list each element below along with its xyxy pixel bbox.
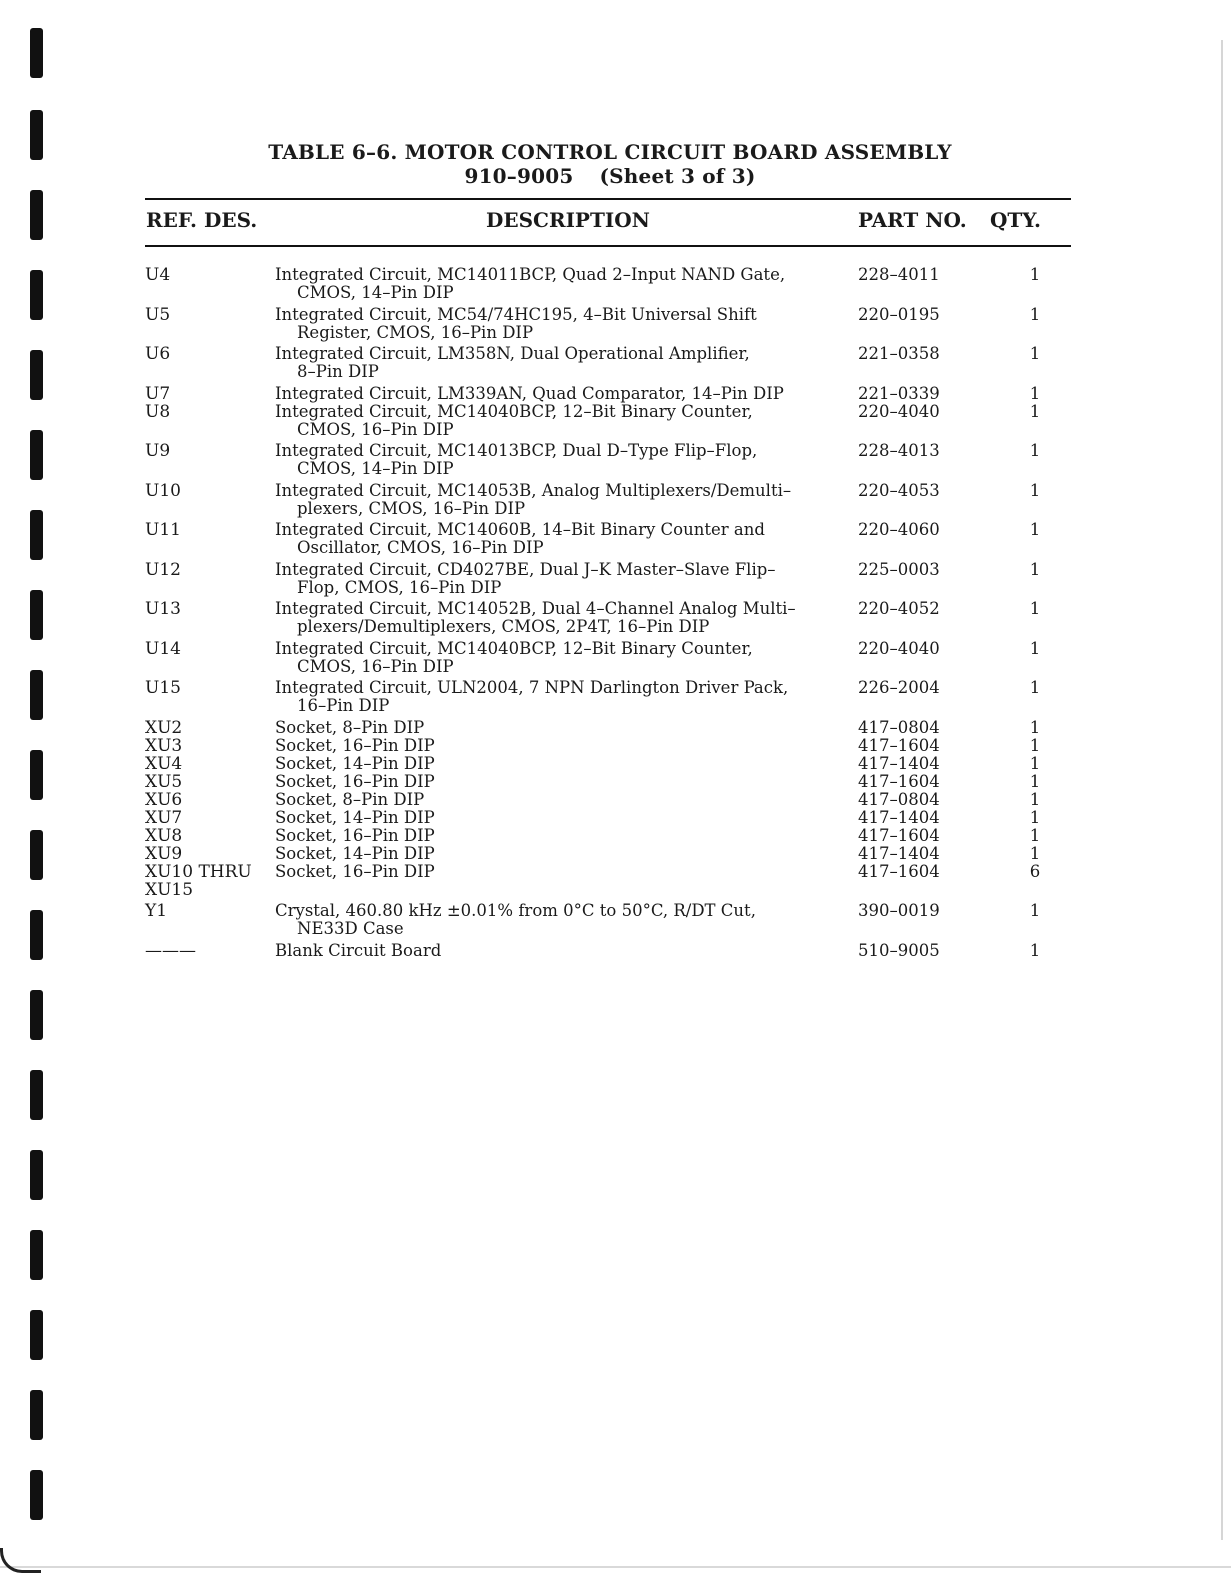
header-description: DESCRIPTION <box>486 208 650 232</box>
description-continuation: CMOS, 16–Pin DIP <box>297 656 454 676</box>
page-edge-bottom <box>0 1566 1231 1568</box>
page-corner <box>0 1548 41 1573</box>
ref-designator: U8 <box>145 401 171 422</box>
quantity: 1 <box>1029 789 1041 809</box>
description <box>275 403 855 439</box>
description-continuation: Flop, CMOS, 16–Pin DIP <box>297 577 502 597</box>
description <box>275 737 855 755</box>
quantity: 1 <box>1029 825 1041 845</box>
part-number: 417–1404 <box>858 753 940 773</box>
page-edge-right <box>1221 40 1223 1540</box>
ref-designator: U15 <box>145 678 181 698</box>
quantity: 1 <box>1029 843 1041 863</box>
quantity: 1 <box>1029 678 1041 697</box>
description-continuation: plexers/Demultiplexers, CMOS, 2P4T, 16–Pin DIP <box>297 617 710 636</box>
ref-designator: XU8 <box>145 825 183 846</box>
description-line: Integrated Circuit, MC54/74HC195, 4–Bit Universal Shift <box>275 304 757 324</box>
ref-designator: Y1 <box>145 901 168 921</box>
ref-designator: U13 <box>145 599 181 619</box>
description-line: Integrated Circuit, LM358N, Dual Operational Amplifier, <box>275 344 750 363</box>
description <box>275 345 855 381</box>
ref-designator: U12 <box>145 559 181 580</box>
description <box>275 521 855 557</box>
table-row <box>145 719 1075 737</box>
punch-hole <box>30 510 43 560</box>
description <box>275 679 855 715</box>
table-subtitle <box>145 164 1075 188</box>
header-ref: REF. DES. <box>146 208 258 232</box>
quantity: 1 <box>1029 520 1041 539</box>
part-number: 417–1404 <box>858 807 940 827</box>
ref-designator: U5 <box>145 304 171 325</box>
ref-designator: U10 <box>145 480 181 501</box>
table-row <box>145 521 1075 557</box>
punch-hole <box>30 110 43 160</box>
quantity: 1 <box>1029 771 1041 791</box>
description-continuation: Register, CMOS, 16–Pin DIP <box>297 322 534 342</box>
quantity: 1 <box>1029 480 1041 500</box>
part-number: 417–0804 <box>858 717 940 737</box>
ref-designator: U6 <box>145 344 171 364</box>
punch-hole <box>30 28 43 78</box>
punch-hole <box>30 670 43 720</box>
assembly-part-number: 910–9005 <box>464 164 574 188</box>
table-row <box>145 863 1075 899</box>
quantity: 6 <box>1029 861 1041 881</box>
description <box>275 719 855 737</box>
description <box>275 942 855 960</box>
part-number: 417–0804 <box>858 789 940 809</box>
part-number: 220–4040 <box>858 638 940 658</box>
quantity: 1 <box>1029 441 1041 460</box>
part-number: 220–4053 <box>858 480 940 500</box>
punch-hole <box>30 910 43 960</box>
description <box>275 600 855 636</box>
description <box>275 385 855 403</box>
description <box>275 773 855 791</box>
header-part-no: PART NO. <box>858 208 967 232</box>
table-row <box>145 773 1075 791</box>
part-number: 220–0195 <box>858 304 940 324</box>
quantity: 1 <box>1029 807 1041 827</box>
punch-hole <box>30 430 43 480</box>
table-row <box>145 845 1075 863</box>
table-row <box>145 600 1075 636</box>
description-line: Integrated Circuit, MC14013BCP, Dual D–Type Flip–Flop, <box>275 441 758 460</box>
table-row <box>145 827 1075 845</box>
header-qty: QTY. <box>990 208 1041 232</box>
ref-designator: ——— <box>145 940 196 961</box>
ref-designator: U4 <box>145 265 171 285</box>
punch-hole <box>30 1390 43 1440</box>
quantity: 1 <box>1029 599 1041 618</box>
ref-designator: XU6 <box>145 789 183 810</box>
description <box>275 640 855 676</box>
description-line: Socket, 16–Pin DIP <box>275 771 435 791</box>
description <box>275 482 855 518</box>
description-line: Socket, 14–Pin DIP <box>275 843 435 863</box>
table-row <box>145 737 1075 755</box>
quantity: 1 <box>1029 940 1041 960</box>
ref-designator: XU3 <box>145 735 183 756</box>
description-line: Integrated Circuit, MC14052B, Dual 4–Channel Analog Multi– <box>275 599 796 618</box>
table-row <box>145 385 1075 403</box>
description-line: Integrated Circuit, ULN2004, 7 NPN Darlington Driver Pack, <box>275 678 789 697</box>
description <box>275 809 855 827</box>
table-row <box>145 791 1075 809</box>
punch-hole <box>30 1310 43 1360</box>
description-continuation: CMOS, 14–Pin DIP <box>297 283 454 302</box>
description-continuation: NE33D Case <box>297 919 404 938</box>
quantity: 1 <box>1029 401 1041 421</box>
part-number: 417–1604 <box>858 771 940 791</box>
table-row <box>145 902 1075 938</box>
description-line: Crystal, 460.80 kHz ±0.01% from 0°C to 50°C, R/DT Cut, <box>275 901 756 920</box>
description-line: Blank Circuit Board <box>275 940 442 960</box>
table-row <box>145 942 1075 960</box>
table-row <box>145 755 1075 773</box>
quantity: 1 <box>1029 559 1041 579</box>
table-row <box>145 403 1075 439</box>
description <box>275 306 855 342</box>
quantity: 1 <box>1029 304 1041 324</box>
punch-hole <box>30 1470 43 1520</box>
ref-designator: XU4 <box>145 753 183 774</box>
ref-designator: XU10 THRU XU15 <box>145 861 252 900</box>
table-row <box>145 679 1075 715</box>
quantity: 1 <box>1029 753 1041 773</box>
description-line: Socket, 16–Pin DIP <box>275 735 435 755</box>
table-row <box>145 442 1075 478</box>
sheet-indicator: (Sheet 3 of 3) <box>599 164 756 188</box>
table-row <box>145 266 1075 302</box>
part-number: 220–4060 <box>858 520 940 539</box>
punch-hole <box>30 1150 43 1200</box>
description <box>275 827 855 845</box>
part-number: 220–4040 <box>858 401 940 421</box>
punch-hole <box>30 270 43 320</box>
quantity: 1 <box>1029 265 1041 284</box>
description-line: Socket, 16–Pin DIP <box>275 861 435 881</box>
part-number: 417–1604 <box>858 861 940 881</box>
punch-hole <box>30 590 43 640</box>
ref-designator: XU9 <box>145 843 183 864</box>
punch-hole <box>30 750 43 800</box>
description-line: Integrated Circuit, CD4027BE, Dual J–K Master–Slave Flip– <box>275 559 776 579</box>
description-continuation: Oscillator, CMOS, 16–Pin DIP <box>297 538 544 557</box>
description <box>275 902 855 938</box>
table-row <box>145 640 1075 676</box>
description <box>275 266 855 302</box>
punch-hole <box>30 830 43 880</box>
part-number: 221–0339 <box>858 383 940 403</box>
description <box>275 863 855 899</box>
table-row <box>145 306 1075 342</box>
part-number: 417–1604 <box>858 825 940 845</box>
table-title: TABLE 6–6. MOTOR CONTROL CIRCUIT BOARD ASSEMBLY <box>268 140 952 164</box>
description-continuation: 16–Pin DIP <box>297 696 390 715</box>
description-line: Socket, 8–Pin DIP <box>275 717 425 737</box>
table-row <box>145 482 1075 518</box>
quantity: 1 <box>1029 735 1041 755</box>
quantity: 1 <box>1029 638 1041 658</box>
table-row <box>145 345 1075 381</box>
ref-designator: U7 <box>145 383 171 404</box>
description-continuation: plexers, CMOS, 16–Pin DIP <box>297 498 526 518</box>
description-line: Integrated Circuit, MC14040BCP, 12–Bit Binary Counter, <box>275 638 753 658</box>
ref-designator: XU5 <box>145 771 183 792</box>
description-line: Integrated Circuit, MC14040BCP, 12–Bit Binary Counter, <box>275 401 753 421</box>
table-top-rule <box>145 198 1071 200</box>
quantity: 1 <box>1029 344 1041 363</box>
description-line: Socket, 8–Pin DIP <box>275 789 425 809</box>
part-number: 228–4011 <box>858 265 940 284</box>
ref-designator: U11 <box>145 520 181 540</box>
part-number: 417–1404 <box>858 843 940 863</box>
description-line: Socket, 16–Pin DIP <box>275 825 435 845</box>
description-line: Socket, 14–Pin DIP <box>275 807 435 827</box>
description-line: Integrated Circuit, MC14053B, Analog Multiplexers/Demulti– <box>275 480 792 500</box>
punch-hole <box>30 1070 43 1120</box>
part-number: 510–9005 <box>858 940 940 960</box>
description-continuation: CMOS, 14–Pin DIP <box>297 459 454 478</box>
description <box>275 791 855 809</box>
ref-designator: U14 <box>145 638 181 659</box>
table-header-rule <box>145 245 1071 247</box>
punch-hole <box>30 350 43 400</box>
quantity: 1 <box>1029 383 1041 403</box>
description-line: Integrated Circuit, LM339AN, Quad Comparator, 14–Pin DIP <box>275 383 784 403</box>
description-continuation: CMOS, 16–Pin DIP <box>297 419 454 439</box>
part-number: 390–0019 <box>858 901 940 920</box>
part-number: 221–0358 <box>858 344 940 363</box>
quantity: 1 <box>1029 717 1041 737</box>
parts-list <box>145 266 1075 960</box>
punch-hole <box>30 190 43 240</box>
punch-hole <box>30 1230 43 1280</box>
description <box>275 845 855 863</box>
part-number: 220–4052 <box>858 599 940 618</box>
description-line: Socket, 14–Pin DIP <box>275 753 435 773</box>
ref-designator: XU2 <box>145 717 183 738</box>
description <box>275 442 855 478</box>
ref-designator: U9 <box>145 441 171 461</box>
description <box>275 755 855 773</box>
description <box>275 561 855 597</box>
part-number: 225–0003 <box>858 559 940 579</box>
description-continuation: 8–Pin DIP <box>297 362 379 381</box>
punch-hole <box>30 990 43 1040</box>
part-number: 228–4013 <box>858 441 940 460</box>
part-number: 226–2004 <box>858 678 940 697</box>
description-line: Integrated Circuit, MC14060B, 14–Bit Binary Counter and <box>275 520 765 539</box>
table-row <box>145 809 1075 827</box>
description-line: Integrated Circuit, MC14011BCP, Quad 2–Input NAND Gate, <box>275 265 786 284</box>
part-number: 417–1604 <box>858 735 940 755</box>
ref-designator: XU7 <box>145 807 183 828</box>
table-row <box>145 561 1075 597</box>
quantity: 1 <box>1029 901 1041 920</box>
